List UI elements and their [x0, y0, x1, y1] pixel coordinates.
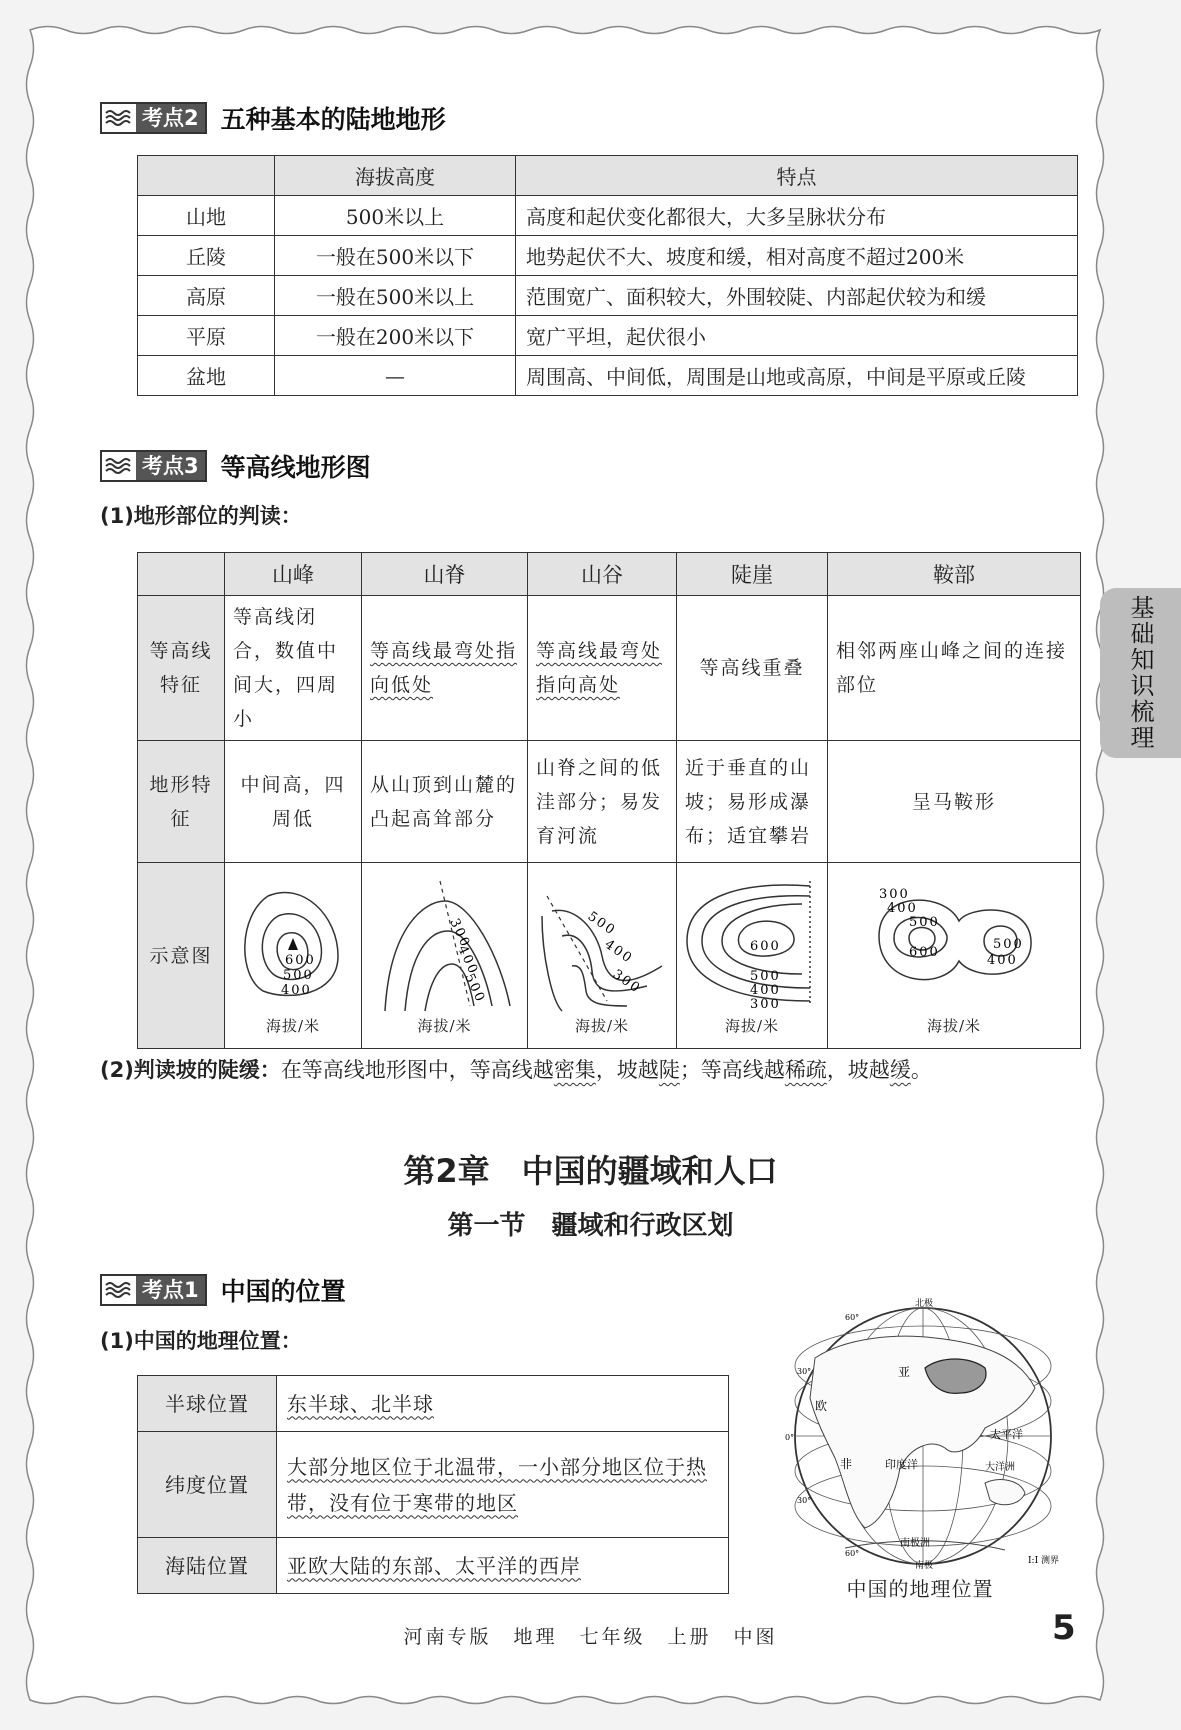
row-value	[277, 1376, 729, 1432]
contour-value: 500	[584, 908, 619, 939]
subheading-location: (1)中国的地理位置：	[100, 1329, 302, 1353]
row-value	[277, 1538, 729, 1594]
kaodian-tag	[100, 102, 207, 134]
landform-feature: 范围宽广、面积较大，外围较陡、内部起伏较为和缓	[516, 276, 1078, 316]
saddle-terrain-feature: 呈马鞍形	[828, 741, 1081, 863]
landform-altitude: 一般在500米以上	[275, 276, 516, 316]
landform-name: 山地	[138, 196, 275, 236]
table-header: 海拔高度	[275, 156, 516, 196]
side-tab[interactable]	[1100, 588, 1181, 758]
text-part: 在等高线地形图中，等高线越	[280, 1058, 554, 1082]
location-table	[137, 1375, 729, 1594]
landform-altitude: —	[275, 356, 516, 396]
contour-value: 600	[285, 952, 316, 968]
contour-value: 600	[909, 944, 940, 960]
table-row	[138, 863, 1081, 1049]
keyword-dense: 密集	[553, 1058, 596, 1082]
landform-altitude: 一般在500米以下	[275, 236, 516, 276]
table-header: 特点	[516, 156, 1078, 196]
altitude-unit: 海拔/米	[724, 1016, 780, 1035]
landform-feature: 地势起伏不大、坡度和缓，相对高度不超过200米	[516, 236, 1078, 276]
cliff-contour-figure	[682, 876, 822, 1016]
underlined-text: 大部分地区位于北温带，一小部分地区位于热带，没有位于寒带的地区	[287, 1454, 707, 1515]
table-row	[138, 1432, 729, 1538]
keyword-sparse: 稀疏	[784, 1058, 827, 1082]
section-title: 等高线地形图	[220, 453, 371, 482]
contour-value: 500	[909, 914, 940, 930]
text-part: ，坡越	[826, 1058, 890, 1082]
peak-contour-figure	[233, 876, 353, 1016]
table-header	[138, 156, 275, 196]
section-3-header	[100, 448, 371, 484]
row-label: 半球位置	[138, 1376, 277, 1432]
table-header: 陡崖	[677, 553, 828, 596]
contour-value: 400	[750, 982, 781, 998]
ridge-terrain-feature: 从山顶到山麓的凸起高耸部分	[362, 741, 528, 863]
contour-value: 500	[460, 970, 488, 1006]
section-1-header	[100, 1272, 346, 1308]
contour-value: 400	[453, 942, 481, 978]
keyword-steep: 陡	[658, 1058, 680, 1082]
contour-value: 300	[445, 915, 473, 951]
row-label: 示意图	[138, 863, 225, 1049]
peak-contour-feature: 等高线闭合，数值中间大，四周小	[225, 596, 362, 741]
globe-label-indian-ocean: 印度洋	[885, 1458, 918, 1471]
text-part: 。	[910, 1058, 932, 1082]
table-row	[138, 316, 1078, 356]
underlined-text: 等高线最弯处指向高处	[536, 640, 663, 696]
saddle-contour-figure	[869, 876, 1039, 1016]
row-value	[277, 1432, 729, 1538]
lat-label: 60°	[845, 1549, 860, 1558]
subheading-terrain-parts: (1)地形部位的判读：	[100, 504, 302, 528]
globe-scale: I:I 测界	[1028, 1556, 1060, 1566]
globe-label-pacific: 太平洋	[990, 1428, 1023, 1441]
ridge-diagram	[362, 863, 528, 1049]
row-label: 海陆位置	[138, 1538, 277, 1594]
kaodian-label: 考点3	[136, 452, 205, 480]
row-label: 等高线特征	[138, 596, 225, 741]
landform-altitude: 500米以上	[275, 196, 516, 236]
saddle-contour-feature: 相邻两座山峰之间的连接部位	[828, 596, 1081, 741]
table-row	[138, 596, 1081, 741]
contour-value: 500	[283, 967, 314, 983]
lat-label: 60°	[845, 1313, 860, 1322]
section-2-header	[100, 100, 446, 136]
kaodian-label: 考点1	[136, 1276, 205, 1304]
globe-label-australia: 大洋洲	[985, 1462, 1015, 1473]
landform-name: 高原	[138, 276, 275, 316]
underlined-text: 东半球、北半球	[287, 1391, 434, 1416]
altitude-unit: 海拔/米	[926, 1016, 982, 1035]
page-footer: 河南专版 地理 七年级 上册 中图	[403, 1626, 778, 1648]
slope-lead: (2)判读坡的陡缓：	[100, 1058, 281, 1082]
page-number: 5	[1052, 1608, 1076, 1648]
wave-icon	[102, 454, 136, 478]
contour-value: 400	[601, 936, 636, 967]
section-title: 中国的位置	[220, 1277, 346, 1306]
kaodian-tag	[100, 450, 207, 482]
landform-feature: 周围高、中间低，周围是山地或高原，中间是平原或丘陵	[516, 356, 1078, 396]
text-part: ；等高线越	[679, 1058, 785, 1082]
ridge-contour-figure	[370, 876, 520, 1016]
landform-table	[137, 155, 1078, 396]
globe-label-south: 南极	[915, 1561, 934, 1571]
valley-terrain-feature: 山脊之间的低洼部分；易发育河流	[528, 741, 677, 863]
side-tab-label: 基础知识梳理	[1126, 595, 1154, 751]
altitude-unit: 海拔/米	[574, 1016, 630, 1035]
row-label: 纬度位置	[138, 1432, 277, 1538]
landform-name: 丘陵	[138, 236, 275, 276]
table-header: 山脊	[362, 553, 528, 596]
contour-value: 400	[987, 952, 1018, 968]
contour-table	[137, 552, 1081, 1049]
table-row	[138, 1538, 729, 1594]
lat-label: 30°	[797, 1367, 812, 1376]
table-row	[138, 741, 1081, 863]
slope-reading-text	[100, 1054, 932, 1084]
underlined-text: 亚欧大陆的东部、太平洋的西岸	[287, 1553, 581, 1578]
table-row	[138, 276, 1078, 316]
landform-name: 盆地	[138, 356, 275, 396]
table-row	[138, 1376, 729, 1432]
table-header: 鞍部	[828, 553, 1081, 596]
landform-feature: 宽广平坦，起伏很小	[516, 316, 1078, 356]
contour-value: 300	[750, 996, 781, 1012]
section-subtitle: 第一节 疆域和行政区划	[447, 1211, 734, 1241]
cliff-contour-feature: 等高线重叠	[677, 596, 828, 741]
globe-caption: 中国的地理位置	[846, 1577, 994, 1601]
contour-value: 300	[609, 966, 644, 997]
table-header	[138, 553, 225, 596]
kaodian-tag	[100, 1274, 207, 1306]
wave-icon	[102, 1278, 136, 1302]
ridge-contour-feature	[362, 596, 528, 741]
lat-label: 30°	[797, 1496, 812, 1505]
text-part: ，坡越	[595, 1058, 659, 1082]
globe-label-asia: 亚	[898, 1365, 911, 1379]
peak-terrain-feature: 中间高，四周低	[225, 741, 362, 863]
contour-value: 300	[879, 886, 910, 902]
peak-diagram	[225, 863, 362, 1049]
cliff-terrain-feature: 近于垂直的山坡；易形成瀑布；适宜攀岩	[677, 741, 828, 863]
section-title: 五种基本的陆地地形	[220, 105, 446, 134]
table-row	[138, 196, 1078, 236]
globe-label-antarctica: 南极洲	[900, 1538, 930, 1549]
contour-value: 400	[887, 900, 918, 916]
lat-label: 0°	[785, 1433, 795, 1442]
table-header: 山谷	[528, 553, 677, 596]
underlined-text: 等高线最弯处指向低处	[370, 640, 518, 696]
saddle-diagram	[828, 863, 1081, 1049]
contour-value: 500	[993, 936, 1024, 952]
globe-label-europe: 欧	[815, 1399, 828, 1413]
table-header: 山峰	[225, 553, 362, 596]
valley-diagram	[528, 863, 677, 1049]
globe-label-north: 北极	[915, 1299, 934, 1309]
altitude-unit: 海拔/米	[265, 1016, 321, 1035]
cliff-diagram	[677, 863, 828, 1049]
valley-contour-figure	[532, 876, 672, 1016]
contour-value: 500	[750, 968, 781, 984]
contour-value: 600	[750, 938, 781, 954]
valley-contour-feature	[528, 596, 677, 741]
keyword-gentle: 缓	[889, 1058, 911, 1082]
altitude-unit: 海拔/米	[417, 1016, 472, 1035]
chapter-title: 第2章 中国的疆域和人口	[403, 1152, 778, 1190]
table-row	[138, 356, 1078, 396]
globe-label-africa: 非	[840, 1457, 853, 1471]
landform-altitude: 一般在200米以下	[275, 316, 516, 356]
contour-value: 400	[281, 982, 312, 998]
wave-icon	[102, 106, 136, 130]
row-label: 地形特征	[138, 741, 225, 863]
landform-feature: 高度和起伏变化都很大，大多呈脉状分布	[516, 196, 1078, 236]
table-row	[138, 236, 1078, 276]
globe-map	[785, 1298, 1080, 1573]
kaodian-label: 考点2	[136, 104, 205, 132]
landform-name: 平原	[138, 316, 275, 356]
